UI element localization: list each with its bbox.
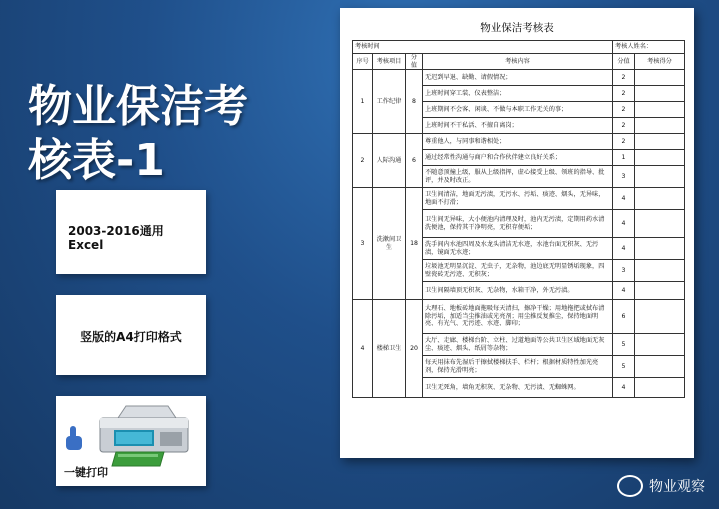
format-card <box>56 295 206 375</box>
criteria-text: 大理石、地板砖地面拖吸每天清扫，擦净干燥；用地拖把或拭布清除污垢，加适当尘推油或光亮剂；用尘推反复推尘，保持地面明亮、有光气、无污迹、水迹、脚印； <box>423 300 613 334</box>
criteria-text: 每天用抹布先湿后干擦拭楼梯扶手、栏杆；根据材质特性加光亮剂，保持光滑明亮； <box>423 356 613 378</box>
criteria-text: 上班期间不会客、闲谈、不做与本职工作无关的事； <box>423 102 613 118</box>
criteria-points: 5 <box>613 356 635 378</box>
criteria-text: 卫生无死角，墙角无积灰、无杂物、无污渍、无蜘蛛网。 <box>423 378 613 398</box>
criteria-text: 大厅、走廊、楼梯台阶、立柱、过道地面等公共卫生区域地面无灰尘、痰迹、烟头、纸屑等杂物； <box>423 334 613 356</box>
header-content: 考核内容 <box>423 54 613 70</box>
criteria-points: 2 <box>613 134 635 150</box>
result-cell[interactable] <box>635 70 685 86</box>
header-points: 分值 <box>613 54 635 70</box>
criteria-points: 2 <box>613 102 635 118</box>
result-cell[interactable] <box>635 238 685 260</box>
criteria-text: 垃圾池无明显沉淀、无虫子，无杂物，池边底无明显锈垢现象，四壁瓷砖无污迹、无积灰； <box>423 260 613 282</box>
criteria-points: 6 <box>613 300 635 334</box>
criteria-text: 卫生间无异味，大小便池内清理及时，池内无污渍，定期用药水清洗便池，保持其干净明亮，无积存便垢； <box>423 210 613 238</box>
result-cell[interactable] <box>635 210 685 238</box>
criteria-points: 4 <box>613 238 635 260</box>
print-card[interactable] <box>56 396 206 486</box>
header-item: 考核项目 <box>373 54 406 70</box>
result-cell[interactable] <box>635 356 685 378</box>
group-score: 8 <box>406 70 423 134</box>
watermark-text: 物业观察 <box>649 479 705 495</box>
group-item: 洗漱间卫生 <box>373 188 406 300</box>
criteria-points: 5 <box>613 334 635 356</box>
criteria-points: 3 <box>613 260 635 282</box>
result-cell[interactable] <box>635 102 685 118</box>
result-cell[interactable] <box>635 150 685 166</box>
group-no: 1 <box>353 70 373 134</box>
hero-title-line2: 核表-1 <box>28 135 165 186</box>
group-score: 6 <box>406 134 423 188</box>
header-row <box>353 54 685 70</box>
criteria-text: 尊重他人，与同事和谐相处； <box>423 134 613 150</box>
criteria-text: 上班时间穿工装、仪表整洁； <box>423 86 613 102</box>
result-cell[interactable] <box>635 300 685 334</box>
hero-title <box>28 80 308 188</box>
criteria-points: 2 <box>613 118 635 134</box>
wechat-logo-icon <box>617 475 643 497</box>
result-cell[interactable] <box>635 86 685 102</box>
table-row <box>353 188 685 210</box>
result-cell[interactable] <box>635 118 685 134</box>
assessor-name-label: 考核人姓名： <box>613 41 685 54</box>
result-cell[interactable] <box>635 134 685 150</box>
criteria-points: 4 <box>613 210 635 238</box>
header-score: 分值 <box>406 54 423 70</box>
criteria-text: 洗手间内水池四周及水龙头清洁无水迹，水池台面无积灰、无污渍，镜面无水迹； <box>423 238 613 260</box>
versions-card-line2: Excel <box>68 238 104 252</box>
result-cell[interactable] <box>635 378 685 398</box>
result-cell[interactable] <box>635 282 685 300</box>
versions-card <box>56 190 206 274</box>
criteria-text: 通过经常性沟通与商户和合作伙伴建立良好关系； <box>423 150 613 166</box>
group-item: 人际沟通 <box>373 134 406 188</box>
result-cell[interactable] <box>635 188 685 210</box>
versions-card-line1: 2003-2016通用 <box>68 224 164 238</box>
sheet-title: 物业保洁考核表 <box>480 22 554 34</box>
criteria-text: 上班时间不干私活、不擅自离岗； <box>423 118 613 134</box>
criteria-points: 2 <box>613 86 635 102</box>
result-cell[interactable] <box>635 334 685 356</box>
assessment-sheet <box>340 8 694 458</box>
criteria-text: 卫生间隔墙顶无积灰、无杂物，水箱干净，外无污渍。 <box>423 282 613 300</box>
criteria-text: 卫生间清洁，地面无污渍，无污水、污垢、痰迹、烟头，无异味，地面不打滑； <box>423 188 613 210</box>
watermark <box>617 475 705 497</box>
group-no: 4 <box>353 300 373 398</box>
group-no: 2 <box>353 134 373 188</box>
criteria-points: 4 <box>613 378 635 398</box>
criteria-text: 无迟到早退、缺勤、请假情况； <box>423 70 613 86</box>
printer-icon <box>56 396 206 468</box>
group-score: 20 <box>406 300 423 398</box>
table-row <box>353 300 685 334</box>
assessment-table <box>352 40 685 398</box>
table-row <box>353 134 685 150</box>
criteria-points: 4 <box>613 188 635 210</box>
hand-pointer-icon <box>66 426 82 450</box>
assess-time-label: 考核时间 <box>353 41 613 54</box>
criteria-points: 3 <box>613 166 635 188</box>
result-cell[interactable] <box>635 166 685 188</box>
criteria-points: 2 <box>613 70 635 86</box>
group-item: 工作纪律 <box>373 70 406 134</box>
criteria-points: 1 <box>613 150 635 166</box>
group-no: 3 <box>353 188 373 300</box>
criteria-text: 不随意顶撞上级，服从上级指挥，虚心接受上级、领班的指导、批评，并及时改正。 <box>423 166 613 188</box>
group-score: 18 <box>406 188 423 300</box>
info-row <box>353 41 685 54</box>
criteria-points: 4 <box>613 282 635 300</box>
group-item: 楼梯卫生 <box>373 300 406 398</box>
header-no: 序号 <box>353 54 373 70</box>
result-cell[interactable] <box>635 260 685 282</box>
header-result: 考核得分 <box>635 54 685 70</box>
format-card-label: 竖版的A4打印格式 <box>80 330 182 344</box>
table-row <box>353 70 685 86</box>
hero-title-line1: 物业保洁考 <box>28 81 248 132</box>
print-card-label: 一键打印 <box>64 466 108 479</box>
